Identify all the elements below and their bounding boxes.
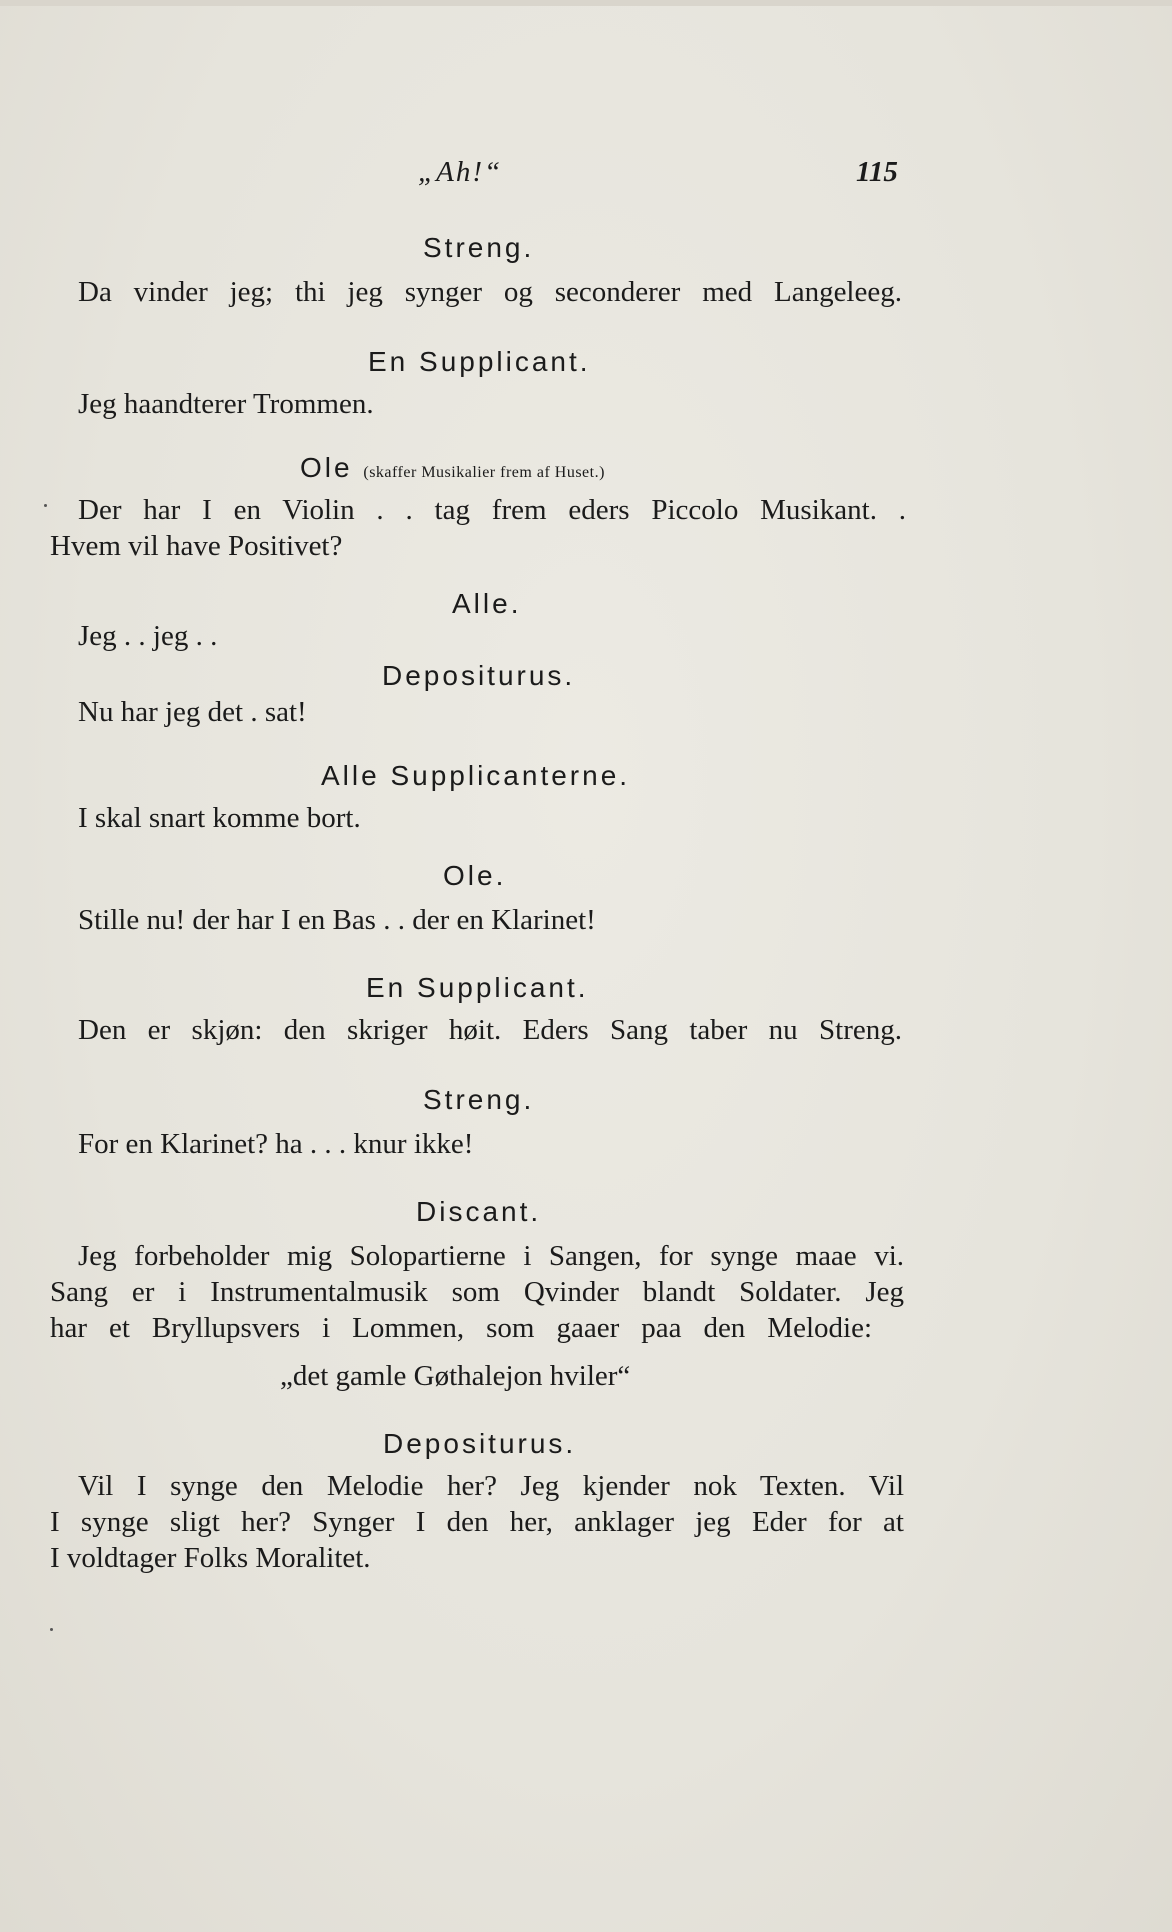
dialogue-text: Hvem vil have Positivet? — [50, 530, 343, 562]
dialogue-text: I synge sligt her? Synger I den her, anklager jeg Eder for at — [50, 1506, 904, 1538]
dialogue-line — [78, 1012, 902, 1048]
dialogue-text: Nu har jeg det . sat! — [78, 696, 307, 728]
speaker-name: Streng. — [423, 1084, 535, 1115]
dialogue-paragraph — [78, 1238, 904, 1274]
running-title: „Ah!“ — [418, 156, 503, 188]
speaker-name: Depositurus. — [382, 660, 576, 691]
dialogue-line — [78, 492, 906, 528]
dialogue-paragraph — [50, 1274, 904, 1310]
speaker-name: Ole. — [443, 860, 507, 891]
dialogue-paragraph — [50, 1504, 904, 1540]
quoted-melody: „det gamle Gøthalejon hviler“ — [280, 1360, 631, 1392]
dialogue-text: Sang er i Instrumentalmusik som Qvinder blandt Soldater. Jeg — [50, 1276, 904, 1308]
dialogue-text: Da vinder jeg; thi jeg synger og seconderer med Langeleeg. — [78, 276, 902, 308]
stage-direction: (skaffer Musikalier frem af Huset.) — [363, 464, 605, 481]
speaker-name: Streng. — [423, 232, 535, 263]
page-number: 115 — [856, 156, 898, 188]
speaker-name: Alle Supplicanterne. — [321, 760, 631, 791]
speaker-name: Depositurus. — [383, 1428, 577, 1459]
dialogue-text: Vil I synge den Melodie her? Jeg kjender nok Texten. Vil — [78, 1470, 904, 1502]
speaker-label: Ole — [300, 452, 353, 483]
dialogue-text: I skal snart komme bort. — [78, 802, 361, 834]
dialogue-text: Jeg . . jeg . . — [78, 620, 218, 652]
dialogue-paragraph — [78, 1468, 904, 1504]
speaker-name: En Supplicant. — [366, 972, 589, 1003]
dialogue-text: Jeg forbeholder mig Solopartierne i Sangen, for synge maae vi. — [78, 1240, 904, 1272]
dialogue-text: Den er skjøn: den skriger høit. Eders Sang taber nu Streng. — [78, 1014, 902, 1046]
speaker-name: Discant. — [416, 1196, 542, 1227]
dialogue-text: I voldtager Folks Moralitet. — [50, 1542, 371, 1574]
paper-speck — [44, 504, 47, 507]
paper-speck — [50, 1628, 53, 1631]
dialogue-text: Stille nu! der har I en Bas . . der en Klarinet! — [78, 904, 596, 936]
dialogue-text: For en Klarinet? ha . . . knur ikke! — [78, 1128, 474, 1160]
dialogue-text: Jeg haandterer Trommen. — [78, 388, 374, 420]
dialogue-line — [78, 274, 902, 310]
speaker-name: Alle. — [452, 588, 522, 619]
speaker-name: En Supplicant. — [368, 346, 591, 377]
dialogue-text: har et Bryllupsvers i Lommen, som gaaer paa den Melodie: — [50, 1312, 872, 1344]
dialogue-paragraph — [50, 1310, 872, 1346]
speaker-name — [300, 452, 605, 484]
dialogue-text: Der har I en Violin . . tag frem eders Piccolo Musikant. . — [78, 494, 906, 526]
